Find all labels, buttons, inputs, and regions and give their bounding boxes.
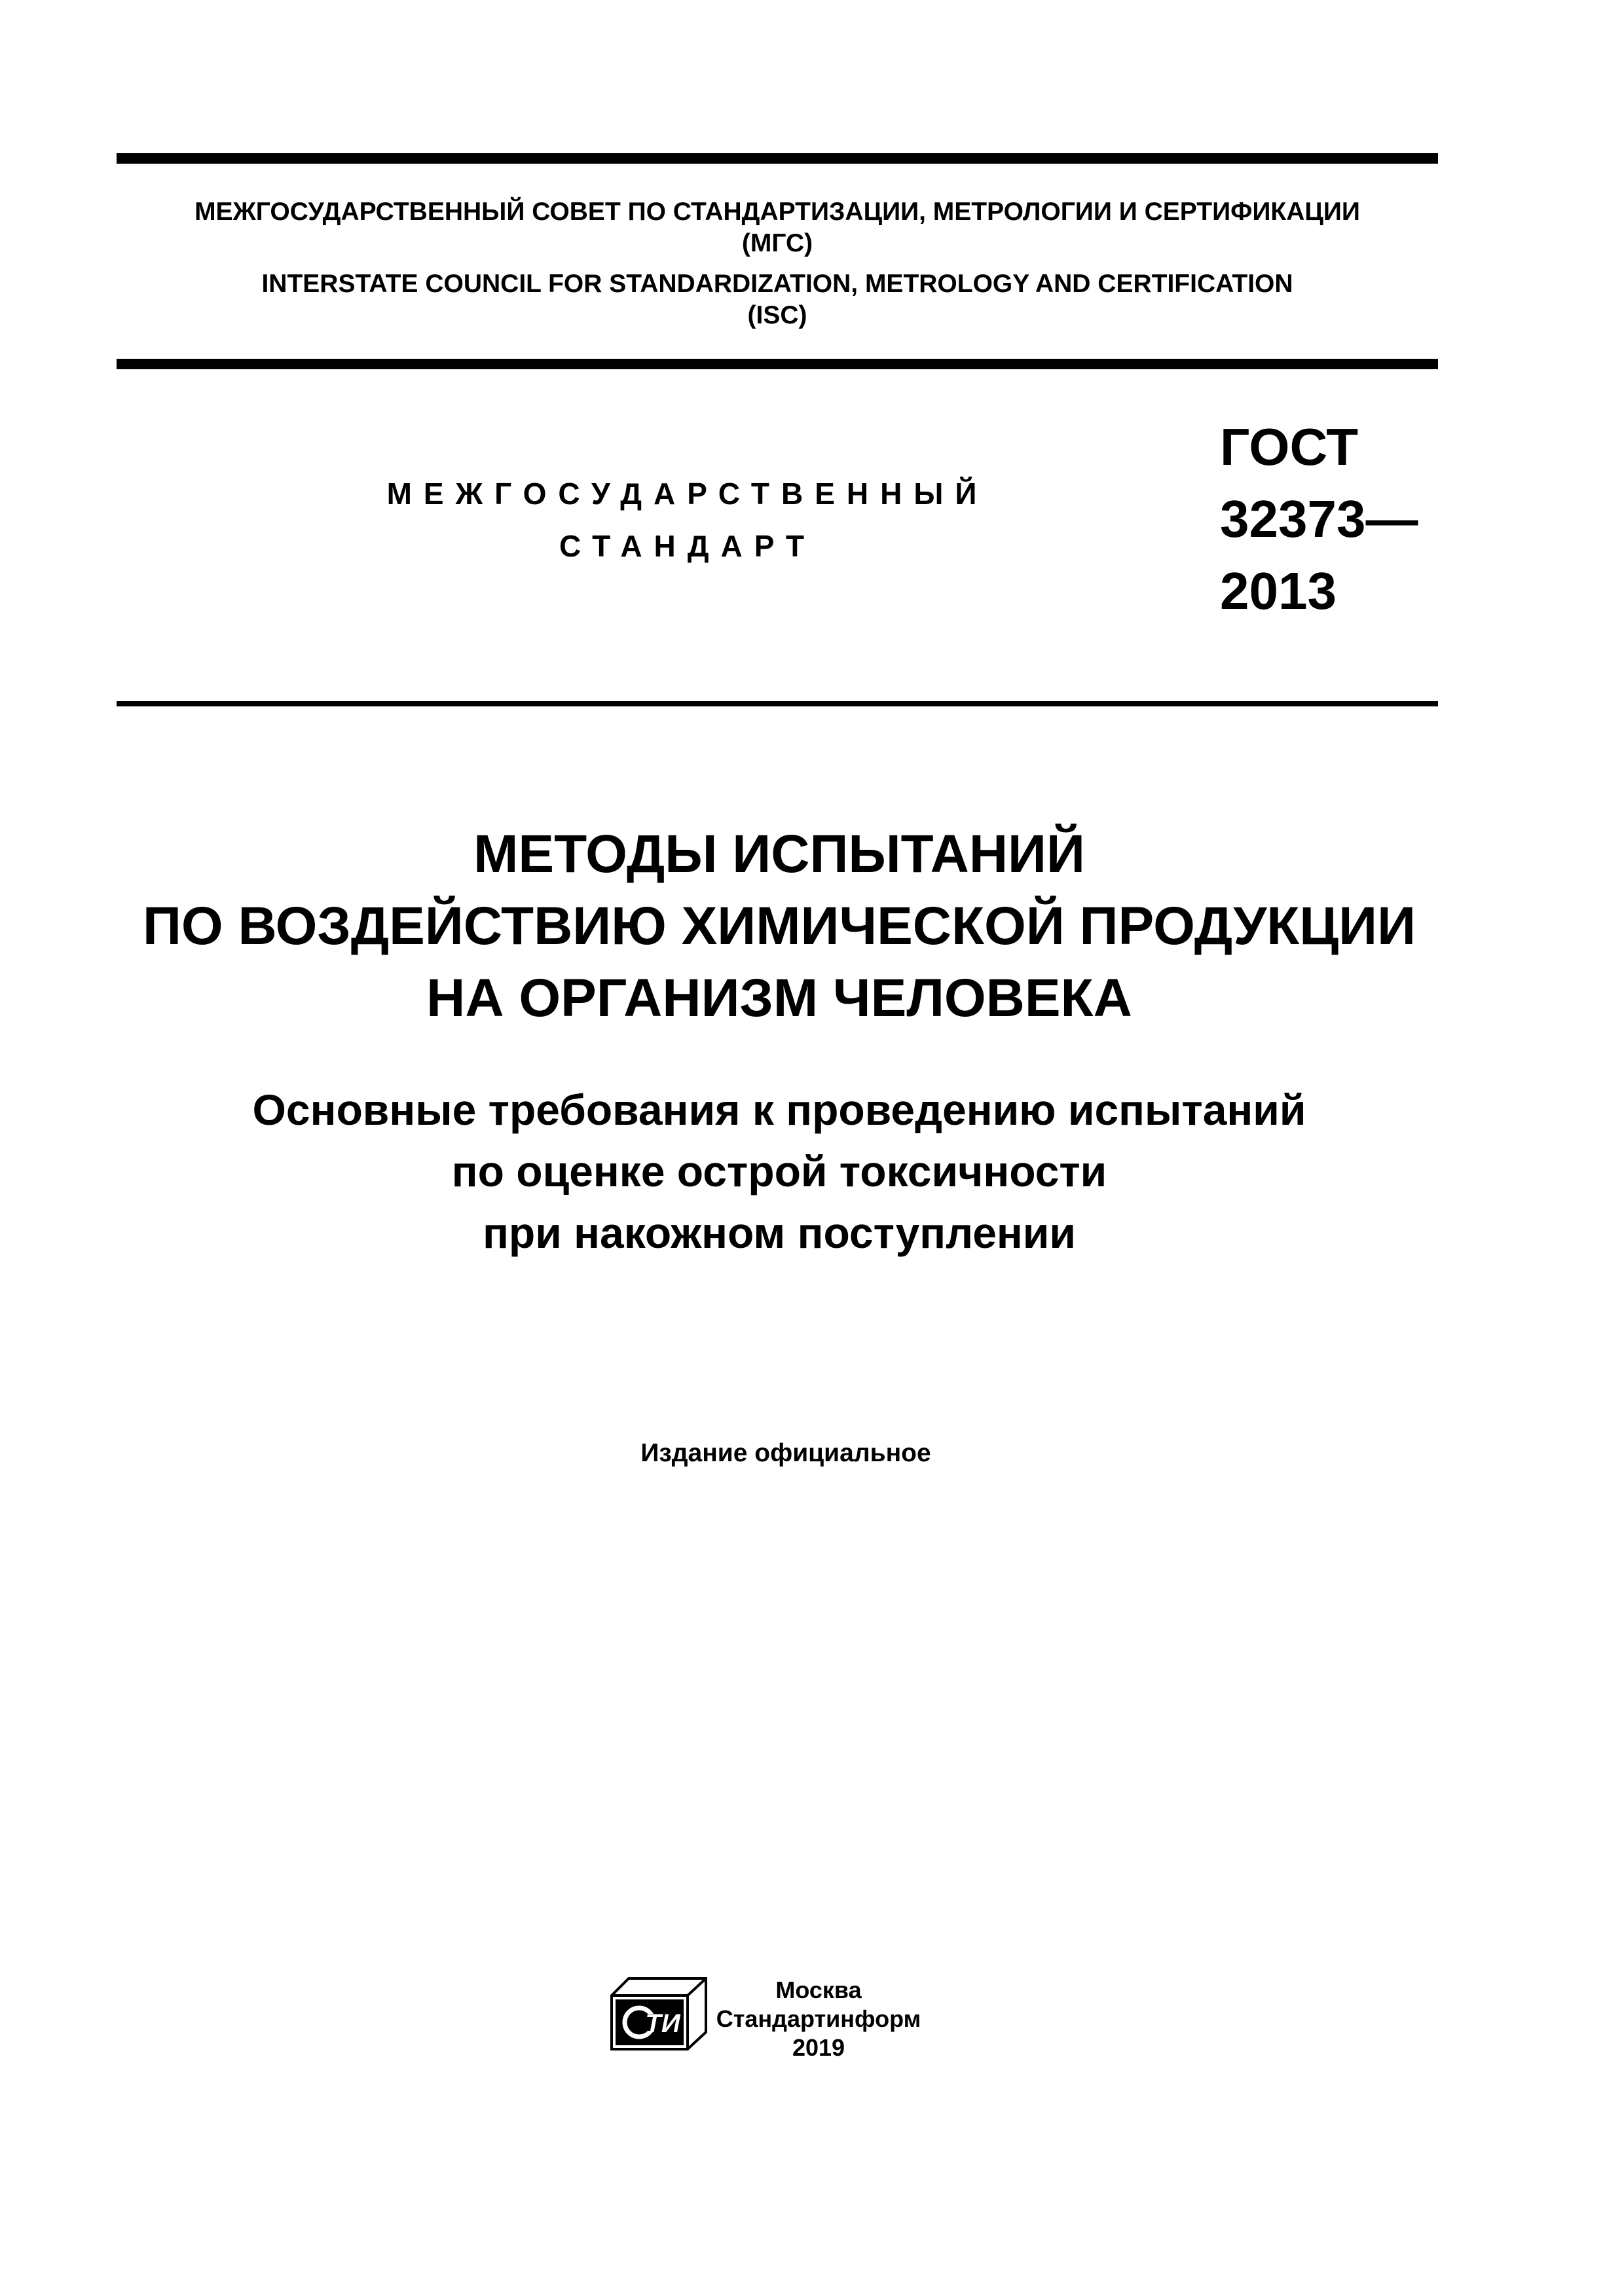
designation-number: 32373— xyxy=(1220,490,1418,548)
subtitle-line3: при накожном поступлении xyxy=(483,1209,1076,1257)
edition-label: Издание официальное xyxy=(640,1439,931,1467)
council-header xyxy=(117,196,1438,331)
standartinform-logo-icon xyxy=(610,1977,707,2050)
publication-year: 2019 xyxy=(792,2034,845,2061)
standard-type-label xyxy=(327,467,1048,572)
title-line1: МЕТОДЫ ИСПЫТАНИЙ xyxy=(473,824,1085,884)
title-line3: НА ОРГАНИЗМ ЧЕЛОВЕКА xyxy=(426,968,1132,1028)
top-divider xyxy=(117,153,1438,164)
designation-prefix: ГОСТ xyxy=(1220,418,1359,476)
document-subtitle xyxy=(79,1079,1480,1264)
council-abbr-ru: (МГС) xyxy=(741,229,813,257)
publisher-name: Стандартинформ xyxy=(716,2005,921,2032)
designation-year: 2013 xyxy=(1220,562,1337,620)
document-title xyxy=(79,818,1480,1034)
logo-lettering: ТИ xyxy=(645,2009,680,2038)
council-name-en: INTERSTATE COUNCIL FOR STANDARDIZATION, METROLOGY AND CERTIFICATION xyxy=(261,270,1293,298)
council-abbr-en: (ISC) xyxy=(747,301,807,329)
lower-divider xyxy=(117,701,1438,706)
title-line2: ПО ВОЗДЕЙСТВИЮ ХИМИЧЕСКОЙ ПРОДУКЦИИ xyxy=(142,896,1416,956)
standard-type-line1: МЕЖГОСУДАРСТВЕННЫЙ xyxy=(386,477,989,511)
publisher-imprint xyxy=(714,1976,923,2062)
subtitle-line2: по оценке острой токсичности xyxy=(451,1147,1107,1195)
council-name-ru: МЕЖГОСУДАРСТВЕННЫЙ СОВЕТ ПО СТАНДАРТИЗАЦИИ, МЕТРОЛОГИИ И СЕРТИФИКАЦИИ xyxy=(194,198,1360,226)
standard-designation xyxy=(1220,411,1418,627)
subtitle-line1: Основные требования к проведению испытаний xyxy=(252,1085,1306,1134)
standard-type-line2: СТАНДАРТ xyxy=(559,529,816,563)
publisher-city: Москва xyxy=(775,1977,862,2003)
middle-divider xyxy=(117,359,1438,369)
